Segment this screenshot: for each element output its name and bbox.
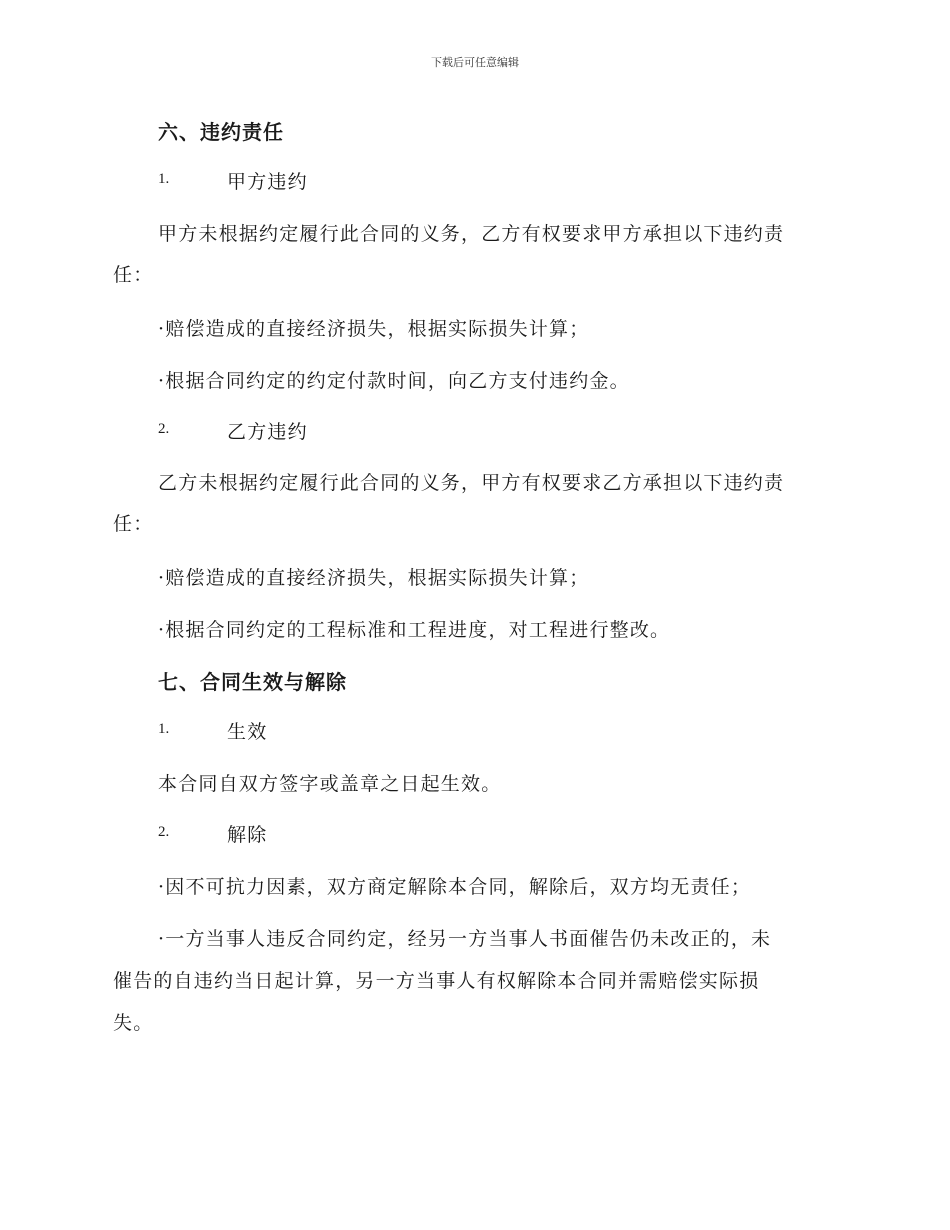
sub-heading-effective: 生效 <box>227 721 268 743</box>
sub-number: 1. <box>158 721 170 737</box>
bullet-item: ·根据合同约定的约定付款时间，向乙方支付违约金。 <box>158 370 630 392</box>
section-6-title: 六、违约责任 <box>158 120 284 144</box>
bullet-item: ·赔偿造成的直接经济损失，根据实际损失计算； <box>158 567 590 589</box>
paragraph-line: 乙方未根据约定履行此合同的义务，甲方有权要求乙方承担以下违约责 <box>158 472 785 494</box>
bullet-item: ·因不可抗力因素，双方商定解除本合同，解除后，双方均无责任； <box>158 876 752 898</box>
bullet-item: ·一方当事人违反合同约定，经另一方当事人书面催告仍未改正的，未 <box>158 928 772 950</box>
sub-number: 2. <box>158 421 170 437</box>
paragraph-line: 甲方未根据约定履行此合同的义务，乙方有权要求甲方承担以下违约责 <box>158 223 785 245</box>
paragraph-line: 任： <box>113 513 154 535</box>
bullet-item: ·根据合同约定的工程标准和工程进度，对工程进行整改。 <box>158 619 671 641</box>
paragraph-line: 任： <box>113 264 154 286</box>
paragraph-line: 本合同自双方签字或盖章之日起生效。 <box>158 773 502 795</box>
paragraph-line: 失。 <box>113 1012 154 1034</box>
sub-heading-party-b-breach: 乙方违约 <box>227 421 308 443</box>
sub-heading-termination: 解除 <box>227 824 268 846</box>
paragraph-line: 催告的自违约当日起计算，另一方当事人有权解除本合同并需赔偿实际损 <box>113 970 760 992</box>
sub-number: 1. <box>158 171 170 187</box>
sub-heading-party-a-breach: 甲方违约 <box>227 171 308 193</box>
bullet-item: ·赔偿造成的直接经济损失，根据实际损失计算； <box>158 318 590 340</box>
sub-number: 2. <box>158 824 170 840</box>
page-header: 下载后可任意编辑 <box>431 56 519 69</box>
section-7-title: 七、合同生效与解除 <box>158 670 347 694</box>
